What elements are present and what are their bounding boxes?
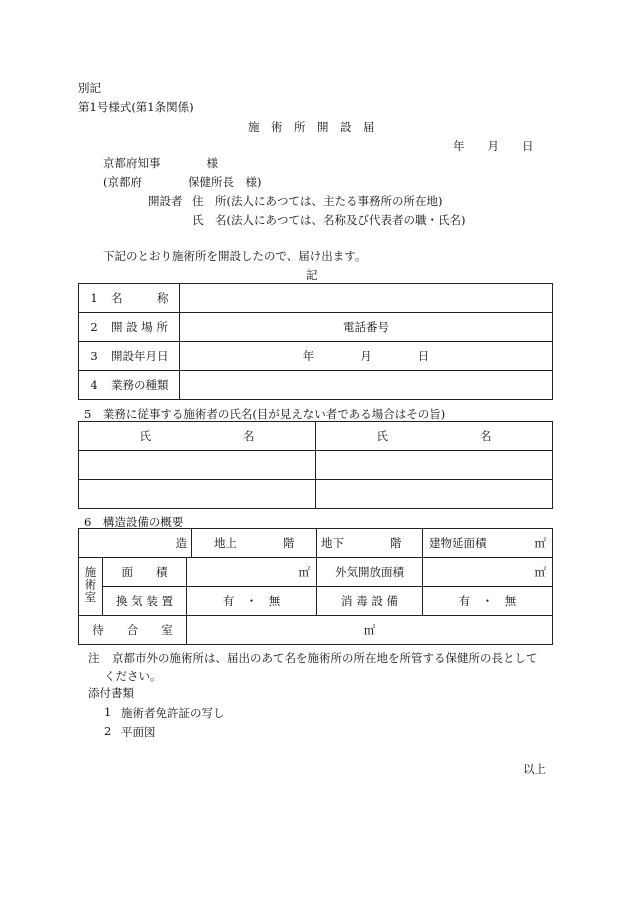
attachment-item-floor-plan: 平面図 (121, 725, 156, 739)
unit-m2: ㎡ (534, 565, 547, 579)
practitioner-name-field[interactable] (316, 451, 553, 480)
practitioner-name-field[interactable] (316, 480, 553, 509)
location-field[interactable]: 電話番号 (180, 313, 553, 342)
appendix-label: 別記 (78, 81, 101, 95)
unit-m2: ㎡ (298, 565, 311, 579)
practitioner-header-row (79, 422, 553, 451)
row-label: 開設年月日 (111, 349, 169, 363)
note-text-line2: ください。 (104, 669, 162, 683)
basic-info-table (78, 283, 553, 400)
disinfection-label: 消 毒 設 備 (317, 587, 423, 616)
applicant-label: 開設者 (148, 194, 183, 208)
below-ground-floors[interactable]: 地下 階 (317, 529, 423, 558)
name-field[interactable] (180, 284, 553, 313)
applicant-address-line[interactable]: 住 所(法人にあつては、主たる事務所の所在地) (192, 194, 443, 208)
equipment-row (79, 587, 553, 616)
practitioner-name-field[interactable] (79, 480, 316, 509)
above-ground-floors[interactable]: 地上 階 (214, 536, 295, 550)
note-label: 注 (88, 651, 100, 665)
area-field[interactable] (187, 558, 317, 587)
table-row (79, 451, 553, 480)
practitioner-table (78, 421, 553, 509)
attachment-item-license-copy: 施術者免許証の写し (121, 706, 225, 720)
applicant-name-line[interactable]: 氏 名(法人にあつては、名称及び代表者の職・氏名) (192, 213, 466, 227)
intro-text: 下記のとおり施術所を開設したので、届け出ます。 (103, 249, 367, 263)
section6-heading: 6 構造設備の概要 (84, 515, 184, 529)
ventilation-yes-no[interactable]: 有 ・ 無 (187, 587, 317, 616)
row-number: 3 (90, 349, 98, 363)
table-row (79, 480, 553, 509)
practitioner-name-field[interactable] (79, 451, 316, 480)
attachment-item-number: 1 (104, 705, 112, 719)
col-header-name-right: 氏 名 (316, 422, 553, 451)
unit-m2: ㎡ (363, 623, 376, 637)
row-number: 1 (90, 291, 98, 305)
table-row-business-type (79, 371, 553, 400)
row-number: 4 (90, 378, 98, 392)
area-label: 面 積 (103, 558, 187, 587)
structure-suffix: 造 (175, 536, 187, 550)
table-row-location (79, 313, 553, 342)
document-title: 施 術 所 開 設 届 (248, 120, 375, 134)
treatment-room-label: 施術室 (83, 566, 98, 604)
row-number: 2 (90, 320, 98, 334)
structure-row (79, 529, 553, 558)
table-row-name (79, 284, 553, 313)
business-type-field[interactable] (180, 371, 553, 400)
note-text-line1: 京都市外の施術所は、届出のあて名を施術所の所在地を所管する保健所の長として (112, 651, 538, 665)
ventilation-label: 換 気 装 置 (103, 587, 187, 616)
opening-date-field[interactable]: 年 月 日 (180, 342, 553, 371)
row-label: 業務の種類 (111, 378, 169, 392)
table-row-opening-date (79, 342, 553, 371)
end-mark: 以上 (523, 762, 546, 776)
col-header-name-left: 氏 名 (79, 422, 316, 451)
total-floor-area-label: 建物延面積 (429, 536, 487, 550)
waiting-room-area-field[interactable] (187, 616, 553, 645)
addressee-health-center: (京都府 保健所長 様) (103, 175, 262, 189)
ki-label: 記 (306, 268, 318, 282)
waiting-room-label: 待 合 室 (79, 616, 187, 645)
attachment-item-number: 2 (104, 724, 112, 738)
attachments-heading: 添付書類 (88, 686, 134, 700)
waiting-room-row (79, 616, 553, 645)
outdoor-open-area-label: 外気開放面積 (317, 558, 423, 587)
facility-table (78, 528, 553, 645)
outdoor-open-area-field[interactable] (423, 558, 553, 587)
unit-m2: ㎡ (534, 536, 547, 550)
addressee-governor: 京都府知事 様 (103, 156, 218, 170)
row-label: 名 称 (111, 291, 169, 305)
submission-date[interactable]: 年 月 日 (453, 139, 534, 153)
row-label: 開 設 場 所 (111, 320, 168, 334)
disinfection-yes-no[interactable]: 有 ・ 無 (423, 587, 553, 616)
section5-heading: 5 業務に従事する施術者の氏名(目が見えない者である場合はその旨) (84, 407, 446, 421)
room-area-row (79, 558, 553, 587)
form-number: 第1号様式(第1条関係) (78, 100, 194, 114)
